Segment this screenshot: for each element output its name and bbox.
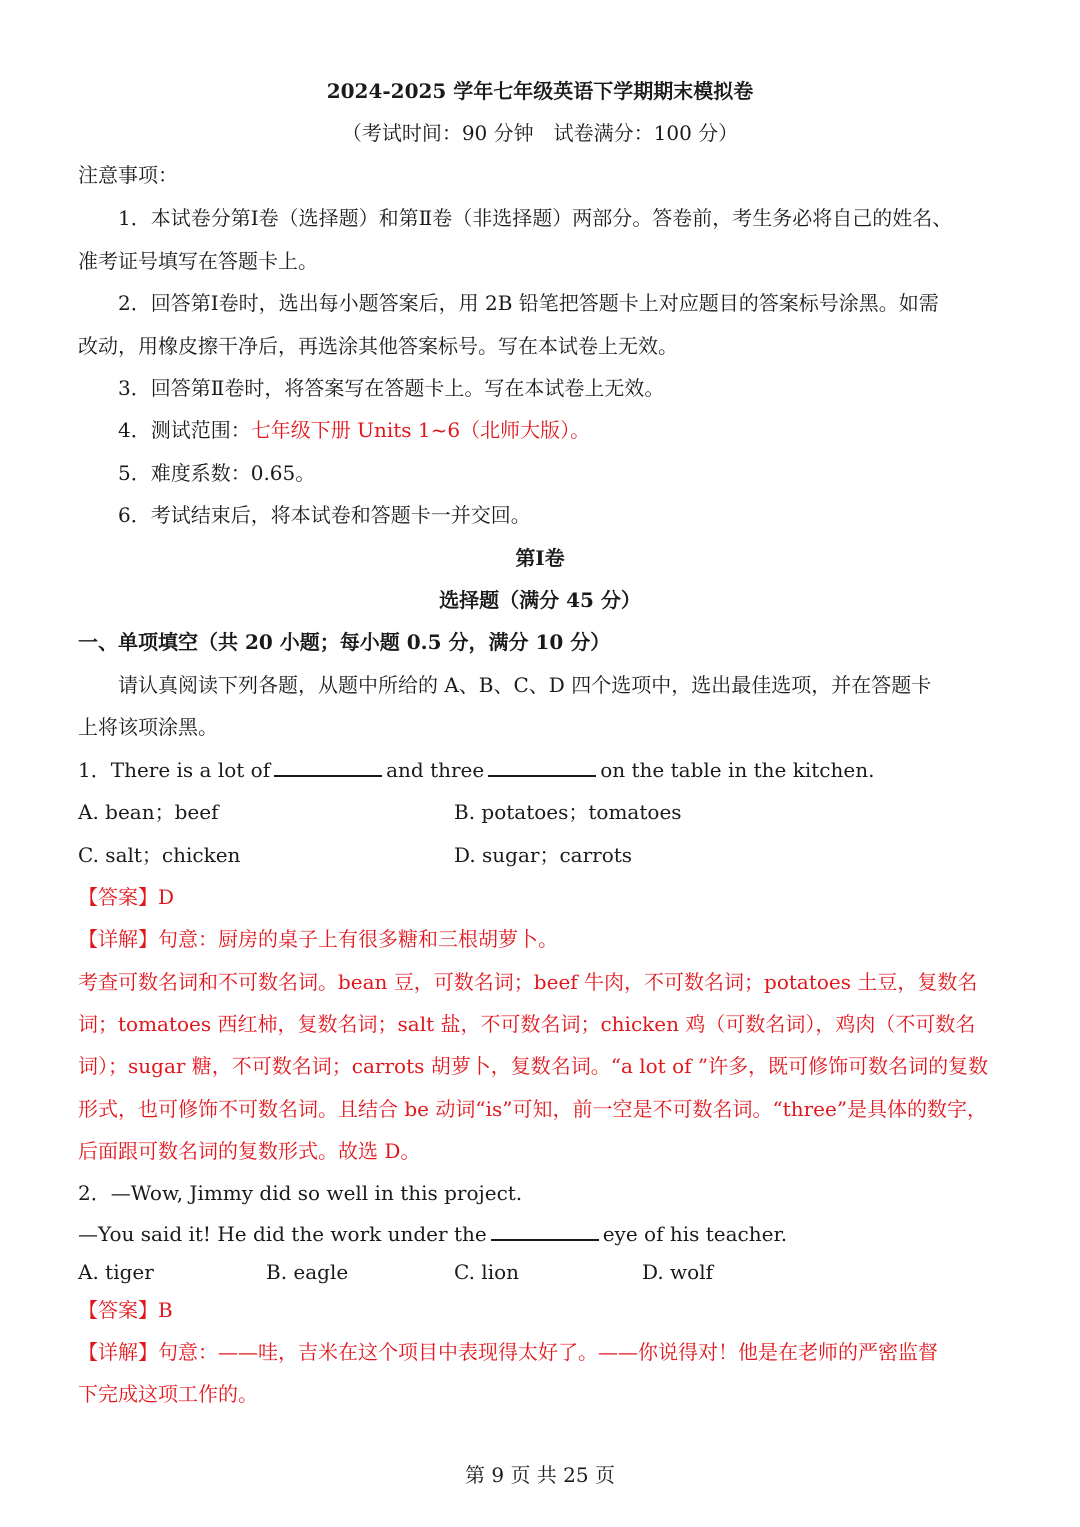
q1-explain-line-4: 形式，也可修饰不可数名词。且结合 be 动词“is”可知，前一空是不可数名词。“three”是具体的数字， — [78, 1097, 988, 1121]
note-item-5: 5．难度系数：0.65。 — [118, 461, 316, 485]
q2-detail-line-1 — [78, 1339, 1002, 1365]
note-item-6: 6．考试结束后，将本试卷和答题卡一并交回。 — [118, 503, 531, 527]
q1-blank-1 — [274, 757, 382, 777]
q1-stem-part-b: and three — [386, 758, 485, 782]
q1-explain-line-1: 考查可数名词和不可数名词。bean 豆，可数名词；beef 牛肉，不可数名词；potatoes 土豆，复数名 — [78, 970, 978, 994]
exam-title: 2024-2025 学年七年级英语下学期期末模拟卷 — [326, 79, 754, 103]
note-item-4-prefix: 4．测试范围： — [118, 418, 251, 442]
q1-option-c: C. salt；chicken — [78, 843, 241, 867]
q1-option-a: A. bean；beef — [78, 800, 219, 824]
note-item-4 — [118, 417, 1002, 443]
q1-stem-part-c: on the table in the kitchen. — [600, 758, 875, 782]
note-item-3: 3．回答第Ⅱ卷时，将答案写在答题卡上。写在本试卷上无效。 — [118, 376, 665, 400]
q2-option-b: B. eagle — [266, 1260, 349, 1284]
q2-detail-line-2: 下完成这项工作的。 — [78, 1382, 258, 1406]
volume-heading: 第Ⅰ卷 — [515, 546, 565, 570]
q1-explain-line-2: 词；tomatoes 西红柿，复数名词；salt 盐，不可数名词；chicken 鸡（可数名词），鸡肉（不可数名 — [78, 1012, 976, 1036]
note-item-4-range: 七年级下册 Units 1~6（北师大版）。 — [250, 418, 591, 442]
q2-detail-text: 句意：——哇，吉米在这个项目中表现得太好了。——你说得对！他是在老师的严密监督 — [158, 1340, 938, 1364]
q2-stem-line-1: 2．—Wow, Jimmy did so well in this project. — [78, 1181, 523, 1205]
q1-option-d: D. sugar；carrots — [454, 843, 633, 867]
q2-stem-part-b: eye of his teacher. — [602, 1222, 788, 1246]
exam-subtitle: （考试时间：90 分钟 试卷满分：100 分） — [341, 121, 739, 145]
q1-answer: 【答案】D — [78, 885, 175, 909]
note-item-1-line-2: 准考证号填写在答题卡上。 — [78, 249, 318, 273]
q2-blank — [491, 1221, 599, 1241]
q1-detail-first: 句意：厨房的桌子上有很多糖和三根胡萝卜。 — [158, 927, 558, 951]
note-item-2-line-2: 改动，用橡皮擦干净后，再选涂其他答案标号。写在本试卷上无效。 — [78, 334, 678, 358]
q1-blank-2 — [488, 757, 596, 777]
q1-explain-line-5: 后面跟可数名词的复数形式。故选 D。 — [78, 1139, 421, 1163]
section-type-heading: 选择题（满分 45 分） — [439, 588, 641, 612]
q1-option-b: B. potatoes；tomatoes — [454, 800, 682, 824]
note-item-2-line-1: 2．回答第Ⅰ卷时，选出每小题答案后，用 2B 铅笔把答题卡上对应题目的答案标号涂黑。如需 — [118, 291, 939, 315]
q1-detail — [78, 926, 1002, 952]
q2-option-a: A. tiger — [78, 1260, 154, 1284]
q1-explain-line-3: 词）；sugar 糖，不可数名词；carrots 胡萝卜，复数名词。“a lot of ”许多，既可修饰可数名词的复数 — [78, 1054, 989, 1078]
q2-option-c: C. lion — [454, 1260, 520, 1284]
q1-stem-part-a: 1．There is a lot of — [78, 758, 271, 782]
question-1-stem — [78, 757, 1002, 783]
q1-detail-label: 【详解】 — [78, 927, 158, 951]
q2-option-d: D. wolf — [642, 1260, 713, 1284]
page-footer: 第 9 页 共 25 页 — [465, 1463, 615, 1487]
q2-stem-line-2 — [78, 1221, 1002, 1247]
q2-detail-label: 【详解】 — [78, 1340, 158, 1364]
note-item-1-line-1: 1．本试卷分第Ⅰ卷（选择题）和第Ⅱ卷（非选择题）两部分。答卷前，考生务必将自己的姓名、 — [118, 206, 953, 230]
instruction-line-2: 上将该项涂黑。 — [78, 715, 218, 739]
q2-answer: 【答案】B — [78, 1298, 173, 1322]
part-heading: 一、单项填空（共 20 小题；每小题 0.5 分，满分 10 分） — [78, 630, 611, 654]
q1-options-row-2 — [78, 842, 1002, 868]
q1-options-row-1 — [78, 799, 1002, 825]
instruction-line-1: 请认真阅读下列各题，从题中所给的 A、B、C、D 四个选项中，选出最佳选项，并在答题卡 — [118, 673, 932, 697]
q2-stem-part-a: —You said it! He did the work under the — [78, 1222, 487, 1246]
notes-heading: 注意事项： — [78, 163, 178, 187]
